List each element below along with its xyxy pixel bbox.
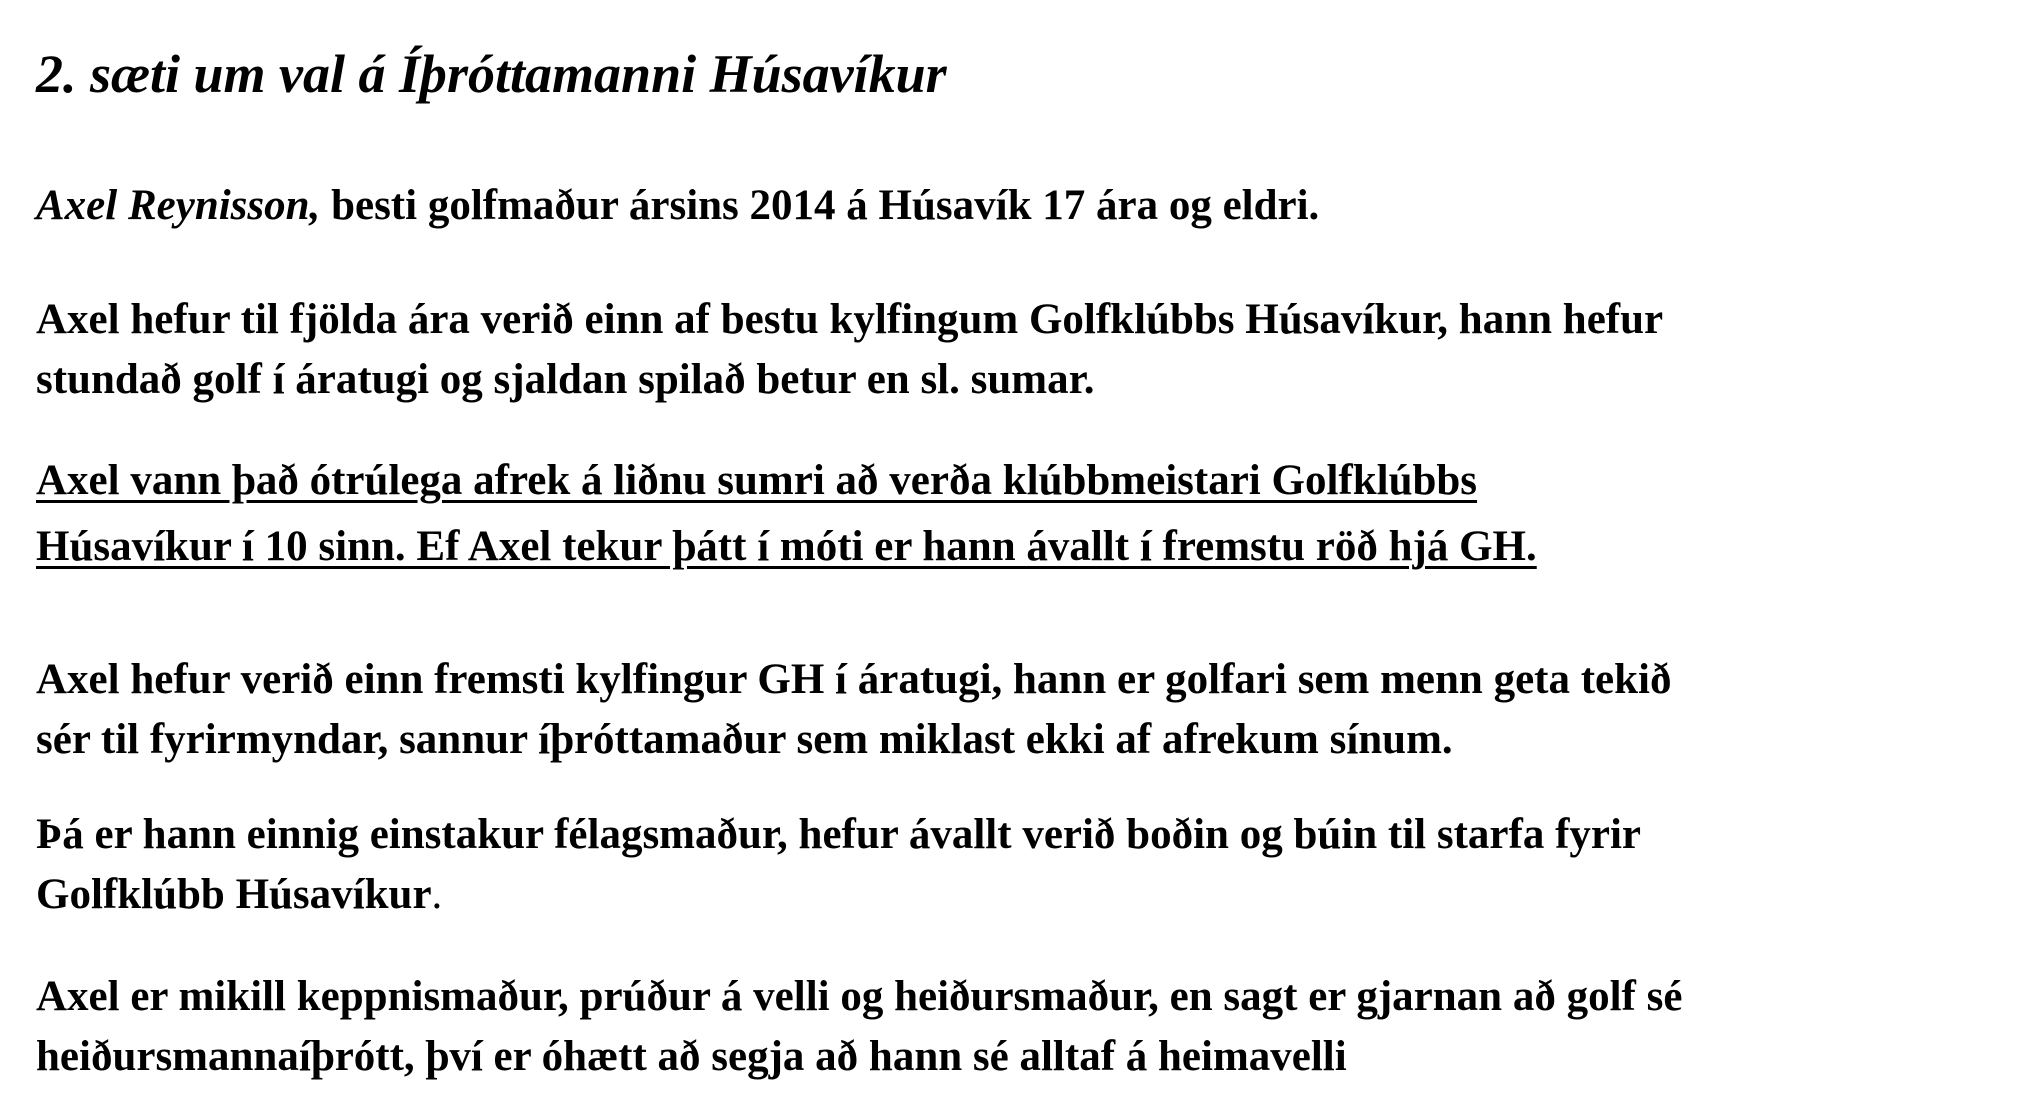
paragraph-4: [36, 805, 1641, 925]
paragraph-4-line-2: Golfklúbb Húsavíkur: [36, 871, 432, 918]
paragraph-5-line-1: Axel er mikill keppnismaður, prúður á velli og heiðursmaður, en sagt er gjarnan að golf sé: [36, 973, 1683, 1020]
document-title: 2. sæti um val á Íþróttamanni Húsavíkur: [36, 44, 947, 104]
paragraph-3-line-1: Axel hefur verið einn fremsti kylfingur GH í áratugi, hann er golfari sem menn geta tekið: [36, 656, 1672, 703]
paragraph-4-end-period: .: [431, 871, 443, 918]
athlete-name: Axel Reynisson,: [36, 182, 321, 229]
paragraph-3-line-2: sér til fyrirmyndar, sannur íþróttamaður sem miklast ekki af afrekum sínum.: [36, 716, 1453, 763]
paragraph-2-line-1: Axel vann það ótrúlega afrek á liðnu sumri að verða klúbbmeistari Golfklúbbs: [36, 457, 1478, 504]
paragraph-2-underlined: [36, 448, 1537, 580]
paragraph-2-line-2: Húsavíkur í 10 sinn. Ef Axel tekur þátt í móti er hann ávallt í fremstu röð hjá GH.: [36, 523, 1537, 570]
paragraph-1-line-1: Axel hefur til fjölda ára verið einn af bestu kylfingum Golfklúbbs Húsavíkur, hann hefur: [36, 296, 1664, 343]
paragraph-5-line-2: heiðursmannaíþrótt, því er óhætt að segja að hann sé alltaf á heimavelli: [36, 1033, 1347, 1080]
paragraph-5: [36, 967, 1682, 1087]
subtitle-line: [36, 176, 1319, 236]
paragraph-3: [36, 650, 1672, 770]
paragraph-1: [36, 290, 1663, 410]
paragraph-1-line-2: stundað golf í áratugi og sjaldan spilað betur en sl. sumar.: [36, 356, 1095, 403]
subtitle-text: besti golfmaður ársins 2014 á Húsavík 17 ára og eldri.: [320, 182, 1320, 229]
paragraph-4-line-1: Þá er hann einnig einstakur félagsmaður, hefur ávallt verið boðin og búin til starfa fyrir: [36, 811, 1642, 858]
